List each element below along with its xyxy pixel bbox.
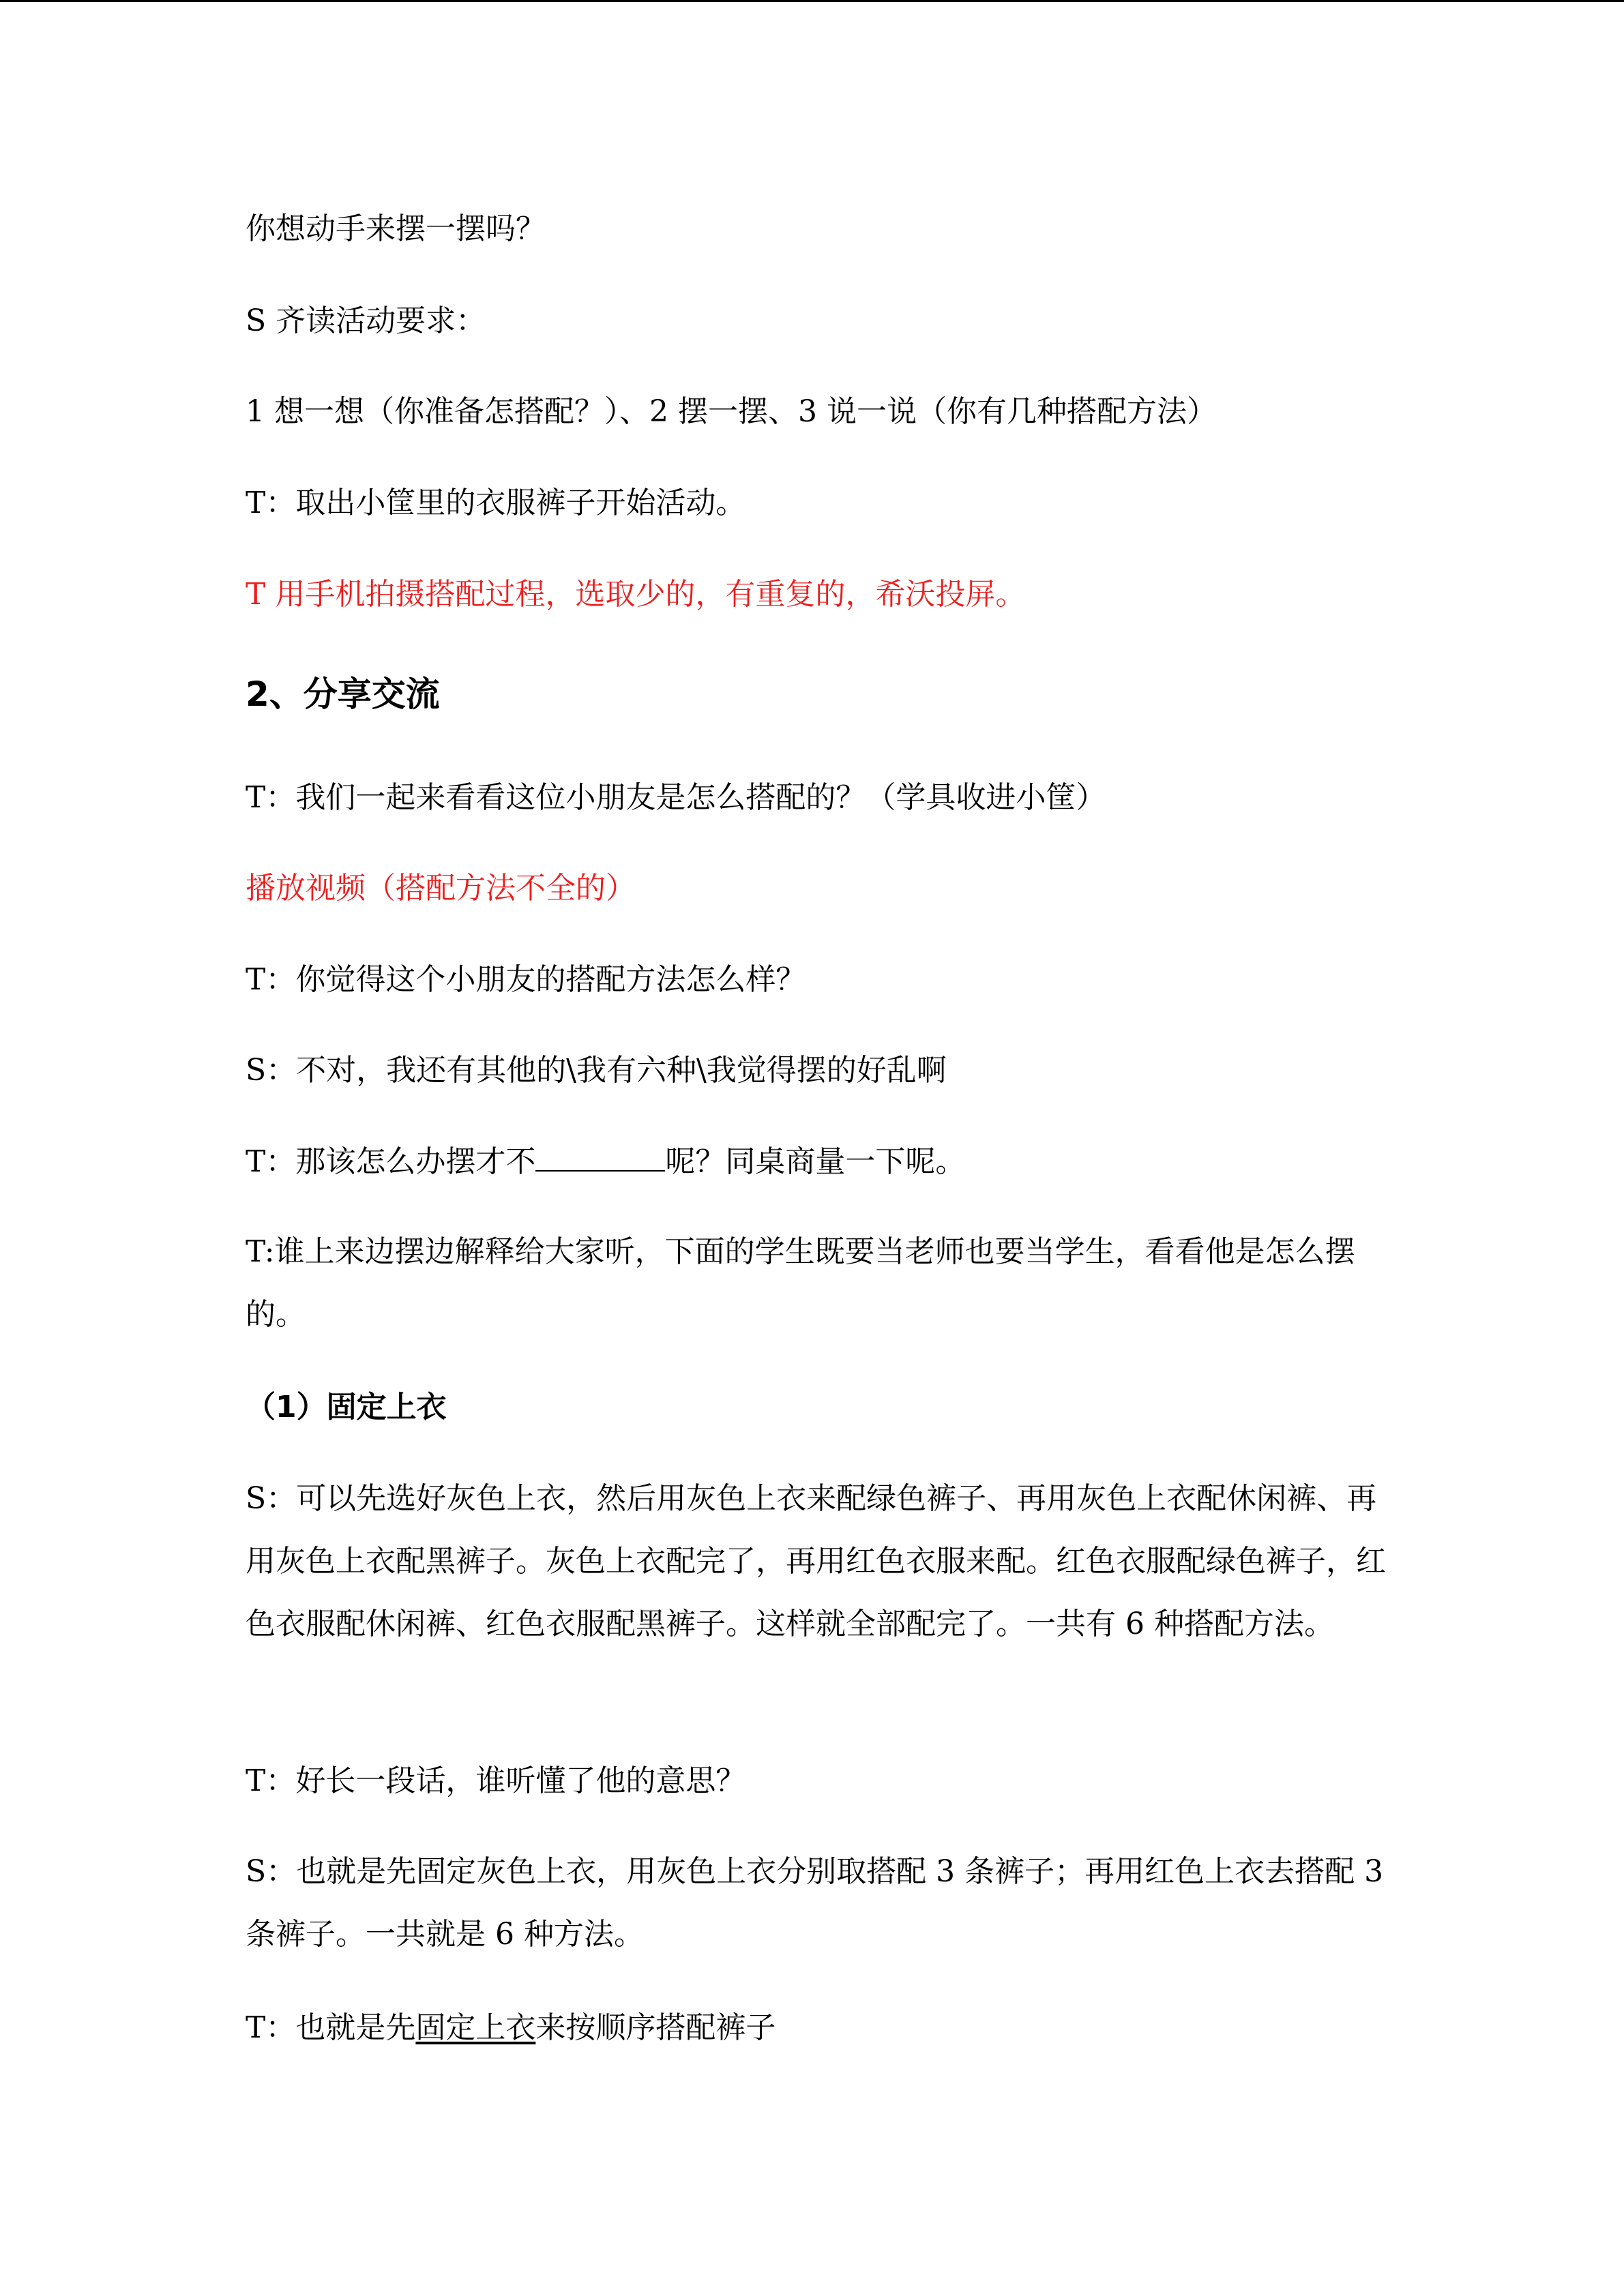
paragraph-prompt: 你想动手来摆一摆吗？: [246, 211, 546, 246]
paragraph-teacher-note-red: T 用手机拍摄搭配过程，选取少的，有重复的，希沃投屏。: [246, 577, 1026, 612]
conclusion-underlined-text: 固定上衣: [415, 2010, 536, 2045]
fill-blank-text-before: T：那该怎么办摆才不: [246, 1144, 536, 1179]
paragraph-play-video-red: 播放视频（搭配方法不全的）: [246, 871, 636, 906]
paragraph-student-reply: S：不对，我还有其他的\我有六种\我觉得摆的好乱啊: [246, 1053, 947, 1088]
paragraph-fill-blank: [246, 1131, 1391, 1193]
fill-blank-line: [535, 1143, 665, 1172]
paragraph-look-together: T：我们一起来看看这位小朋友是怎么搭配的？（学具收进小筐）: [246, 780, 1106, 815]
paragraph-ask-opinion: T：你觉得这个小朋友的搭配方法怎么样？: [246, 962, 806, 997]
paragraph-activity-steps: 1 想一想（你准备怎搭配？）、2 摆一摆、3 说一说（你有几种搭配方法）: [246, 394, 1217, 429]
conclusion-text-before: T：也就是先: [246, 2010, 416, 2045]
paragraph-take-clothes: T：取出小筐里的衣服裤子开始活动。: [246, 486, 746, 520]
page-top-border: [0, 0, 1624, 2]
section-heading-share: 2、分享交流: [246, 674, 440, 714]
conclusion-text-after: 来按顺序搭配裤子: [535, 2010, 776, 2045]
fill-blank-text-after: 呢？同桌商量一下呢。: [665, 1144, 966, 1179]
paragraph-student-explanation: S：可以先选好灰色上衣，然后用灰色上衣来配绿色裤子、再用灰色上衣配休闲裤、再用灰色上衣配黑裤子。灰色上衣配完了，再用红色衣服来配。红色衣服配绿色裤子，红色衣服配休闲裤、红色衣服配黑裤子。这样就全部配完了。一共有 6 种搭配方法。: [246, 1481, 1386, 1641]
paragraph-read-requirements: S 齐读活动要求：: [246, 303, 486, 338]
subheading-fix-top: （1）固定上衣: [246, 1390, 447, 1425]
paragraph-student-summary: S：也就是先固定灰色上衣，用灰色上衣分别取搭配 3 条裤子；再用红色上衣去搭配 3 条裤子。一共就是 6 种方法。: [246, 1854, 1384, 1952]
paragraph-teacher-conclusion: [246, 1997, 1391, 2059]
paragraph-explain-to-class: T:谁上来边摆边解释给大家听，下面的学生既要当老师也要当学生，看看他是怎么摆的。: [246, 1234, 1355, 1332]
paragraph-who-understood: T：好长一段话，谁听懂了他的意思？: [246, 1763, 746, 1798]
